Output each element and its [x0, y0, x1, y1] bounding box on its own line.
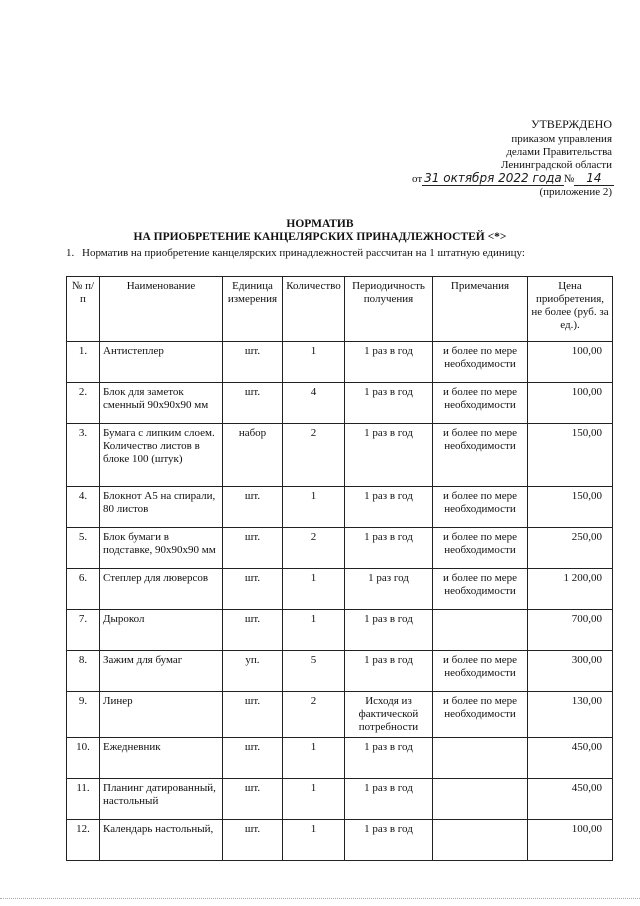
- approval-line-1: приказом управления: [511, 133, 612, 145]
- cell-quantity: 1: [283, 820, 345, 861]
- cell-unit: уп.: [223, 651, 283, 692]
- cell-period: 1 раз в год: [345, 738, 433, 779]
- cell-quantity: 2: [283, 424, 345, 487]
- cell-period: Исходя из фактической потребности: [345, 692, 433, 738]
- approval-date-line: [412, 172, 612, 186]
- cell-quantity: 5: [283, 651, 345, 692]
- cell-note: и более по мере необходимости: [433, 569, 528, 610]
- cell-unit: шт.: [223, 342, 283, 383]
- table-row: [67, 651, 613, 692]
- cell-price: 1 200,00: [528, 569, 613, 610]
- header-period: Периодичность получения: [345, 277, 433, 342]
- cell-note: и более по мере необходимости: [433, 651, 528, 692]
- cell-unit: шт.: [223, 383, 283, 424]
- cell-number: 7.: [67, 610, 100, 651]
- table-row: [67, 820, 613, 861]
- paragraph-number: 1.: [66, 247, 75, 259]
- cell-quantity: 2: [283, 528, 345, 569]
- cell-number: 1.: [67, 342, 100, 383]
- cell-note: и более по мере необходимости: [433, 342, 528, 383]
- approval-head: УТВЕРЖДЕНО: [530, 117, 612, 131]
- title-line-1: НОРМАТИВ: [286, 218, 354, 230]
- cell-period: 1 раз в год: [345, 383, 433, 424]
- cell-period: 1 раз в год: [345, 779, 433, 820]
- approval-line-2: делами Правительства: [506, 146, 612, 158]
- handwritten-date: 31 октября 2022 года: [424, 171, 562, 185]
- cell-unit: шт.: [223, 610, 283, 651]
- cell-name: Календарь настольный,: [100, 820, 223, 861]
- cell-price: 300,00: [528, 651, 613, 692]
- header-unit: Единица измерения: [223, 277, 283, 342]
- cell-quantity: 1: [283, 610, 345, 651]
- cell-note: [433, 738, 528, 779]
- cell-name: Блокнот А5 на спирали, 80 листов: [100, 487, 223, 528]
- cell-period: 1 раз в год: [345, 424, 433, 487]
- header-quantity: Количество: [283, 277, 345, 342]
- cell-unit: шт.: [223, 738, 283, 779]
- cell-price: 150,00: [528, 424, 613, 487]
- table-row: [67, 569, 613, 610]
- cell-name: Дырокол: [100, 610, 223, 651]
- approval-line-3: Ленинградской области: [501, 159, 612, 171]
- table-row: [67, 692, 613, 738]
- cell-quantity: 4: [283, 383, 345, 424]
- cell-period: 1 раз год: [345, 569, 433, 610]
- cell-period: 1 раз в год: [345, 342, 433, 383]
- cell-period: 1 раз в год: [345, 651, 433, 692]
- cell-number: 11.: [67, 779, 100, 820]
- date-prefix: от: [412, 173, 423, 185]
- cell-number: 4.: [67, 487, 100, 528]
- cell-number: 10.: [67, 738, 100, 779]
- document-title: [0, 218, 640, 244]
- cell-name: Блок бумаги в подставке, 90х90х90 мм: [100, 528, 223, 569]
- cell-price: 450,00: [528, 779, 613, 820]
- cell-period: 1 раз в год: [345, 487, 433, 528]
- approval-appendix: (приложение 2): [539, 186, 612, 198]
- cell-note: и более по мере необходимости: [433, 692, 528, 738]
- cell-quantity: 1: [283, 342, 345, 383]
- cell-number: 5.: [67, 528, 100, 569]
- cell-price: 150,00: [528, 487, 613, 528]
- cell-number: 12.: [67, 820, 100, 861]
- cell-unit: набор: [223, 424, 283, 487]
- cell-number: 8.: [67, 651, 100, 692]
- cell-quantity: 1: [283, 487, 345, 528]
- cell-note: и более по мере необходимости: [433, 487, 528, 528]
- cell-price: 130,00: [528, 692, 613, 738]
- cell-price: 100,00: [528, 820, 613, 861]
- handwritten-number: 14: [574, 171, 613, 186]
- cell-unit: шт.: [223, 528, 283, 569]
- header-price: Цена приобретения, не более (руб. за ед.).: [528, 277, 613, 342]
- cell-period: 1 раз в год: [345, 820, 433, 861]
- title-line-2: НА ПРИОБРЕТЕНИЕ КАНЦЕЛЯРСКИХ ПРИНАДЛЕЖНОСТЕЙ <*>: [133, 231, 507, 243]
- cell-quantity: 1: [283, 779, 345, 820]
- paragraph-text: Норматив на приобретение канцелярских принадлежностей рассчитан на 1 штатную единицу:: [82, 247, 525, 259]
- cell-price: 450,00: [528, 738, 613, 779]
- cell-price: 250,00: [528, 528, 613, 569]
- cell-quantity: 2: [283, 692, 345, 738]
- number-label: №: [563, 173, 575, 185]
- table-row: [67, 738, 613, 779]
- norms-table: [66, 276, 613, 861]
- table-row: [67, 528, 613, 569]
- cell-quantity: 1: [283, 738, 345, 779]
- cell-name: Планинг датированный, настольный: [100, 779, 223, 820]
- approval-block: [412, 118, 612, 199]
- cell-name: Линер: [100, 692, 223, 738]
- table-row: [67, 779, 613, 820]
- cell-number: 2.: [67, 383, 100, 424]
- cell-period: 1 раз в год: [345, 610, 433, 651]
- cell-name: Антистеплер: [100, 342, 223, 383]
- cell-number: 6.: [67, 569, 100, 610]
- table-body: [67, 342, 613, 861]
- header-notes: Примечания: [433, 277, 528, 342]
- cell-note: [433, 779, 528, 820]
- cell-unit: шт.: [223, 820, 283, 861]
- cell-number: 9.: [67, 692, 100, 738]
- header-number: № п/п: [67, 277, 100, 342]
- cell-quantity: 1: [283, 569, 345, 610]
- cell-note: и более по мере необходимости: [433, 383, 528, 424]
- table-header-row: [67, 277, 613, 342]
- cell-unit: шт.: [223, 487, 283, 528]
- table-row: [67, 383, 613, 424]
- intro-paragraph: [66, 247, 525, 259]
- header-name: Наименование: [100, 277, 223, 342]
- table-row: [67, 342, 613, 383]
- cell-price: 100,00: [528, 342, 613, 383]
- cell-name: Бумага с липким слоем. Количество листов в блоке 100 (штук): [100, 424, 223, 487]
- cell-name: Степлер для люверсов: [100, 569, 223, 610]
- cell-number: 3.: [67, 424, 100, 487]
- table-row: [67, 610, 613, 651]
- cell-price: 100,00: [528, 383, 613, 424]
- cell-name: Ежедневник: [100, 738, 223, 779]
- cell-name: Блок для заметок сменный 90х90х90 мм: [100, 383, 223, 424]
- cell-unit: шт.: [223, 569, 283, 610]
- cell-note: [433, 610, 528, 651]
- cell-unit: шт.: [223, 779, 283, 820]
- table-row: [67, 487, 613, 528]
- cell-unit: шт.: [223, 692, 283, 738]
- cell-note: [433, 820, 528, 861]
- cell-price: 700,00: [528, 610, 613, 651]
- cell-note: и более по мере необходимости: [433, 528, 528, 569]
- cell-note: и более по мере необходимости: [433, 424, 528, 487]
- table-row: [67, 424, 613, 487]
- cell-name: Зажим для бумаг: [100, 651, 223, 692]
- cell-period: 1 раз в год: [345, 528, 433, 569]
